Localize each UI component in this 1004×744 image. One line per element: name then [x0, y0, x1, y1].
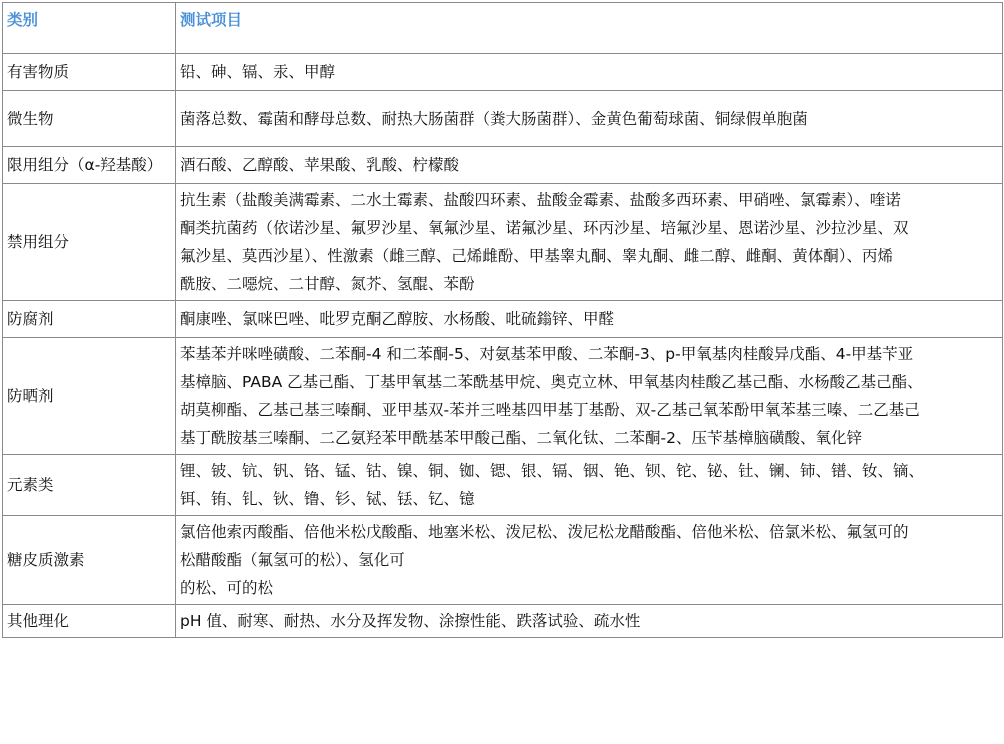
category-cell: 其他理化 — [3, 605, 176, 638]
table-body — [3, 54, 1003, 638]
items-text: 菌落总数、霉菌和酵母总数、耐热大肠菌群（粪大肠菌群）、金黄色葡萄球菌、铜绿假单胞菌 — [180, 109, 808, 128]
items-cell — [176, 455, 1003, 516]
items-text: 酮康唑、氯咪巴唑、吡罗克酮乙醇胺、水杨酸、吡硫鎓锌、甲醛 — [180, 310, 615, 328]
category-cell: 微生物 — [3, 91, 176, 147]
table-row — [3, 338, 1003, 455]
items-text: 酒石酸、乙醇酸、苹果酸、乳酸、柠檬酸 — [180, 156, 460, 174]
items-text: 苯基苯并咪唑磺酸、二苯酮-4 和二苯酮-5、对氨基苯甲酸、二苯酮-3、p-甲氧基肉桂酸异戊酯、4-甲基苄亚 — [180, 345, 914, 363]
category-cell: 限用组分（α-羟基酸） — [3, 147, 176, 184]
category-cell: 防腐剂 — [3, 301, 176, 338]
items-text: 抗生素（盐酸美满霉素、二水土霉素、盐酸四环素、盐酸金霉素、盐酸多西环素、甲硝唑、氯霉素）、喹诺 — [180, 191, 901, 209]
category-cell: 禁用组分 — [3, 184, 176, 301]
category-cell: 糖皮质激素 — [3, 516, 176, 605]
items-text: pH 值、耐寒、耐热、水分及挥发物、涂擦性能、跌落试验、疏水性 — [180, 612, 641, 630]
table-row — [3, 54, 1003, 91]
test-items-table — [2, 2, 1003, 638]
header-test-items: 测试项目 — [176, 3, 1003, 54]
items-text: 松醋酸酯（氟氢可的松）、氢化可 — [180, 551, 405, 569]
items-cell — [176, 605, 1003, 638]
items-cell — [176, 91, 1003, 147]
table-row — [3, 605, 1003, 638]
items-text: 铒、铕、钆、钬、镥、钐、铽、铥、钇、镱 — [180, 490, 475, 508]
category-cell: 元素类 — [3, 455, 176, 516]
items-cell — [176, 301, 1003, 338]
items-text: 基樟脑、PABA 乙基己酯、丁基甲氧基二苯酰基甲烷、奥克立林、甲氧基肉桂酸乙基己酯、水杨酸乙基己酯、 — [180, 373, 923, 391]
table-row — [3, 516, 1003, 605]
items-text: 基丁酰胺基三嗪酮、二乙氨羟苯甲酰基苯甲酸己酯、二氧化钛、二苯酮-2、压苄基樟脑磺酸、氧化锌 — [180, 429, 862, 447]
items-text: 锂、铍、钪、钒、铬、锰、钴、镍、铜、铷、锶、银、镉、铟、铯、钡、铊、铋、钍、镧、铈、镨、钕、镝、 — [180, 462, 925, 480]
items-cell — [176, 147, 1003, 184]
table-row — [3, 455, 1003, 516]
header-category: 类别 — [3, 3, 176, 54]
items-text: 铅、砷、镉、汞、甲醇 — [180, 63, 336, 81]
items-text: 氟沙星、莫西沙星）、性激素（雌三醇、己烯雌酚、甲基睾丸酮、睾丸酮、雌二醇、雌酮、黄体酮）、丙烯 — [180, 247, 894, 265]
items-cell — [176, 54, 1003, 91]
table-row — [3, 184, 1003, 301]
items-text: 的松、可的松 — [180, 579, 274, 597]
items-cell — [176, 338, 1003, 455]
items-cell — [176, 184, 1003, 301]
items-text: 酮类抗菌药（依诺沙星、氟罗沙星、氧氟沙星、诺氟沙星、环丙沙星、培氟沙星、恩诺沙星、沙拉沙星、双 — [180, 219, 909, 237]
items-cell — [176, 516, 1003, 605]
table-header-row — [3, 3, 1003, 54]
category-cell: 防晒剂 — [3, 338, 176, 455]
table-row — [3, 147, 1003, 184]
items-text: 酰胺、二噁烷、二甘醇、氮芥、氢醌、苯酚 — [180, 275, 475, 293]
category-cell: 有害物质 — [3, 54, 176, 91]
items-text: 氯倍他索丙酸酯、倍他米松戊酸酯、地塞米松、泼尼松、泼尼松龙醋酸酯、倍他米松、倍氯米松、氟氢可的 — [180, 523, 909, 541]
table-row — [3, 91, 1003, 147]
table-row — [3, 301, 1003, 338]
items-text: 胡莫柳酯、乙基己基三嗪酮、亚甲基双-苯并三唑基四甲基丁基酚、双-乙基己氧苯酚甲氧苯基三嗪、二乙基己 — [180, 401, 920, 419]
